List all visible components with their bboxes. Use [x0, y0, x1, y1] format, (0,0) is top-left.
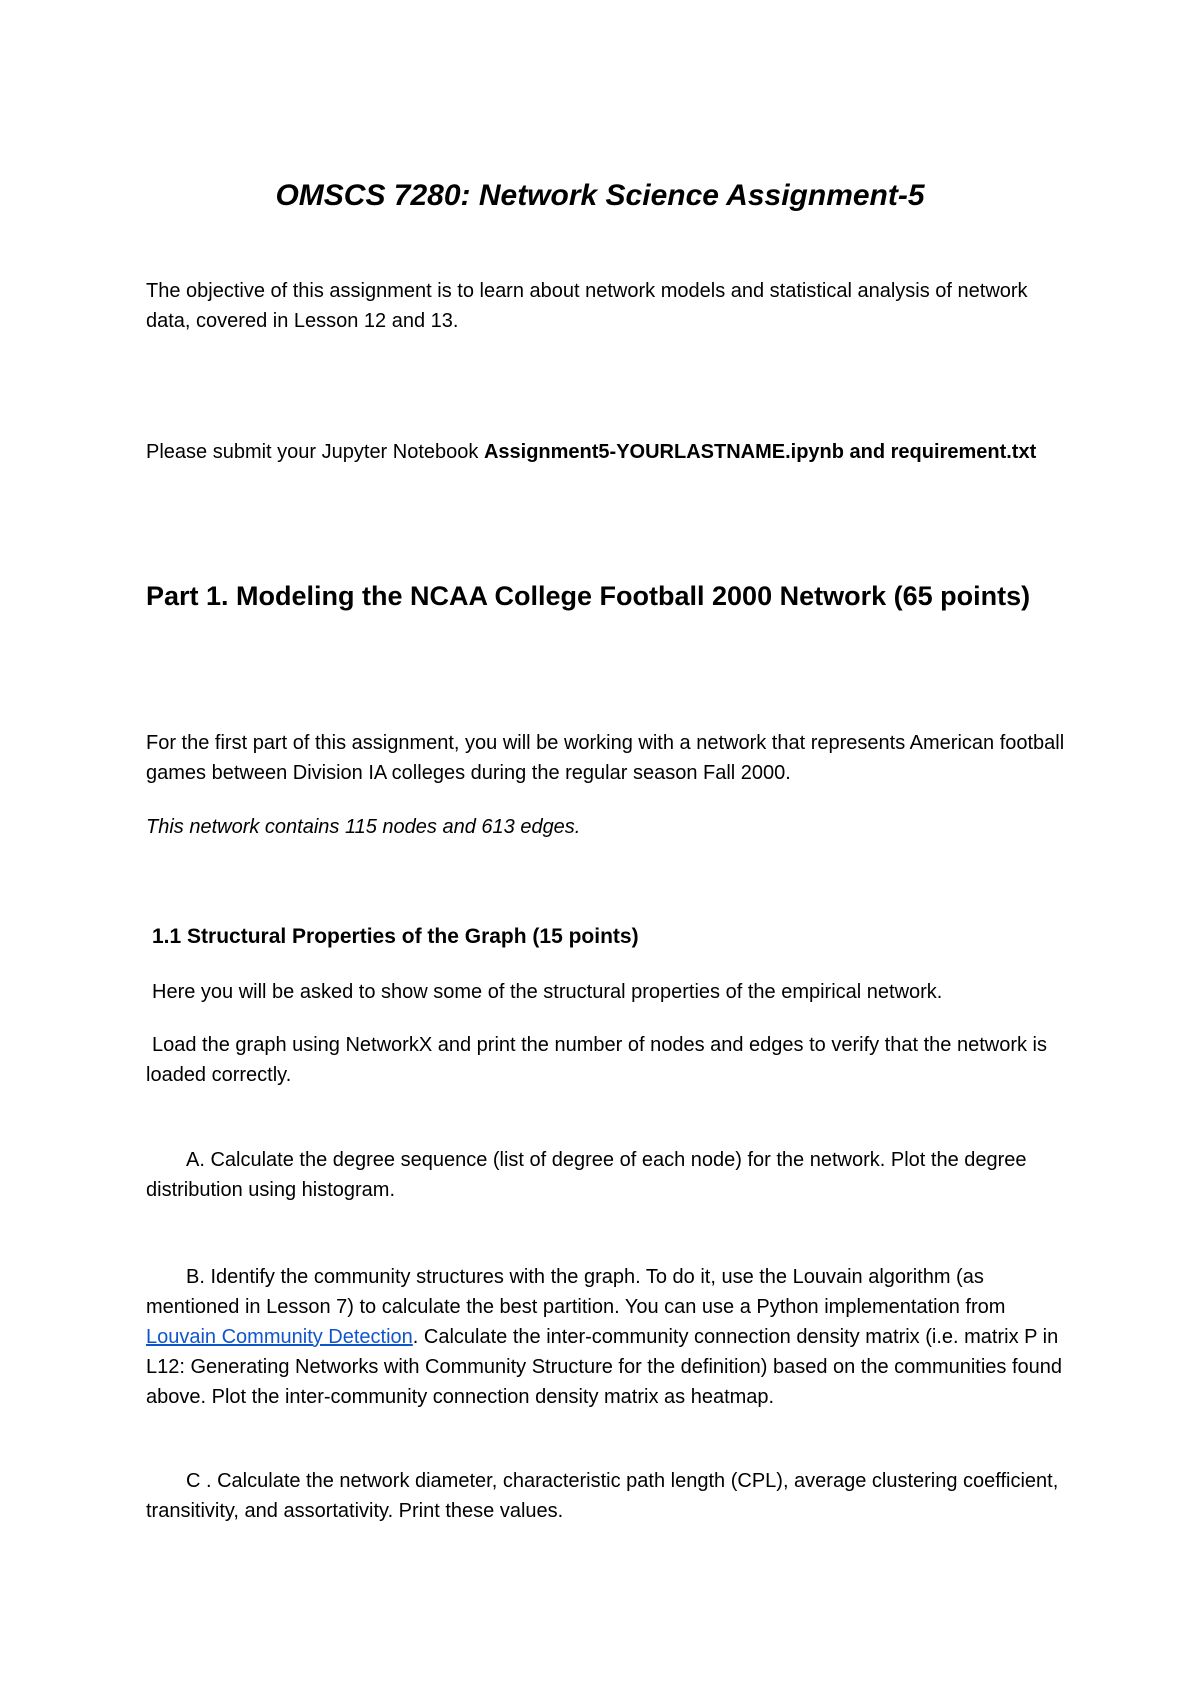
part1-intro-paragraph: For the first part of this assignment, you will be working with a network that represents American football games between Division IA colleges during the regular season Fall 2000.	[146, 732, 1065, 784]
item-c-paragraph: C . Calculate the network diameter, characteristic path length (CPL), average clustering coefficient, transitivity, and assortativity. Print these values.	[146, 1470, 1059, 1522]
item-a-paragraph: A. Calculate the degree sequence (list of degree of each node) for the network. Plot the degree distribution using histogram.	[146, 1149, 1027, 1201]
network-size-note: This network contains 115 nodes and 613 edges.	[146, 816, 581, 838]
louvain-community-detection-link[interactable]: Louvain Community Detection	[146, 1326, 413, 1348]
submit-files: Assignment5-YOURLASTNAME.ipynb and requirement.txt	[483, 441, 1037, 463]
section-1-1-heading: 1.1 Structural Properties of the Graph (15 points)	[152, 925, 639, 948]
item-b-text-after: . Calculate the inter-community connection density matrix (i.e. matrix P in L12: Generating Networks with Community Structure for the definition) based on the communities found above. Plot the inter-community connection density matrix as heatmap.	[146, 1326, 1063, 1408]
item-b-text-before: B. Identify the community structures with the graph. To do it, use the Louvain algorithm (as mentioned in Lesson 7) to calculate the best partition. You can use a Python implementation from	[146, 1266, 1006, 1318]
part1-heading: Part 1. Modeling the NCAA College Football 2000 Network (65 points)	[146, 581, 1031, 611]
section-1-1-intro: Here you will be asked to show some of the structural properties of the empirical network.	[152, 981, 943, 1003]
submit-prefix: Please submit your Jupyter Notebook	[146, 441, 484, 463]
objective-paragraph: The objective of this assignment is to learn about network models and statistical analysis of network data, covered in Lesson 12 and 13.	[146, 280, 1028, 332]
document-title: OMSCS 7280: Network Science Assignment-5	[275, 179, 925, 212]
submit-paragraph	[146, 437, 1066, 467]
load-graph-paragraph: Load the graph using NetworkX and print the number of nodes and edges to verify that the network is loaded correctly.	[146, 1034, 1047, 1086]
item-b-paragraph	[146, 1262, 1066, 1412]
